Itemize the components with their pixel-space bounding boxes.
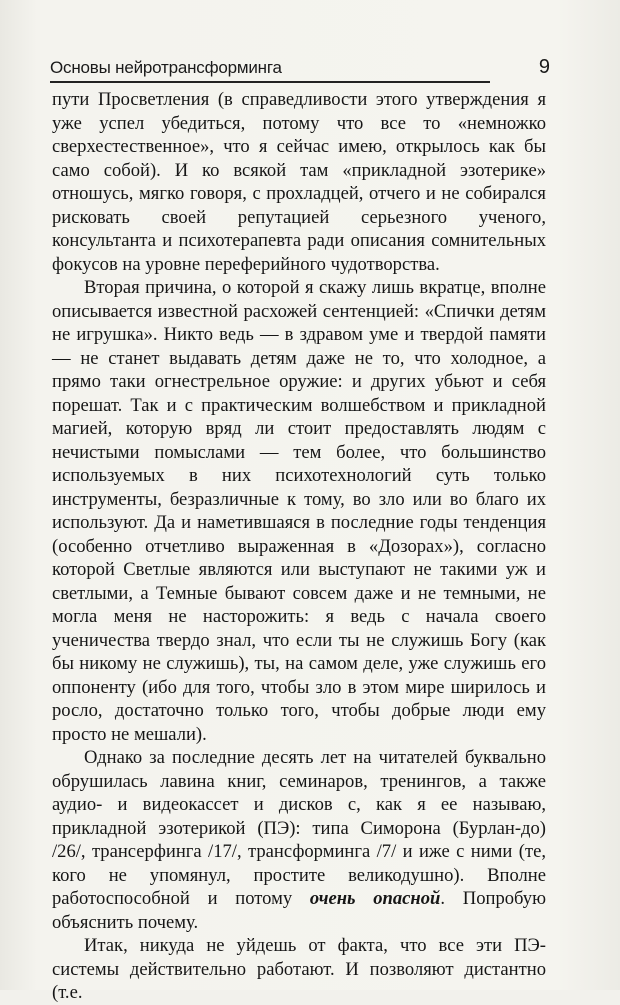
running-header [50,58,550,84]
paragraph-text-after: . Попробую объяснить почему. [52,888,546,933]
paragraph-continuation: пути Просветления (в справедливости этого утверждения я уже успел убедиться, потому что все то «немножко сверхестественное», что я сейчас имею, открылось как бы само собой). И ко всякой там «прикладной эзотерике» отношусь, мягко говоря, с прохладцей, отчего и не собирался рисковать своей репутацией серьезного ученого, консультанта и психотерапевта ради описания сомнительных фокусов на уровне переферийного чудотворства. [52,89,546,275]
emphasis-very-dangerous: очень опасной [309,888,441,909]
page-number: 9 [538,56,550,78]
header-rule [50,81,490,83]
body-text [52,88,546,1005]
header-title: Основы нейротрансформинга [50,58,282,77]
paragraph-applied-esoterics [52,746,546,934]
paragraph-so: Итак, никуда не уйдешь от факта, что все эти ПЭ-системы действительно работают. И позволяют дистантно (т.е. [52,935,546,1003]
paragraph-second-reason: Вторая причина, о которой я скажу лишь вкратце, вполне описывается известной расхожей сентенцией: «Спички детям не игрушка». Никто ведь — в здравом уме и твердой памяти — не станет выдавать детям даже не то, что холодное, а прямо таки огнестрельное оружие: и других убьют и себя порешат. Так и с практическим волшебством и прикладной магией, которую вряд ли стоит предоставлять людям с нечистыми помыслами — тем более, что большинство используемых в них психотехнологий суть только инструменты, безразличные к тому, во зло или во благо их используют. Да и наметившаяся в последние годы тенденция (особенно отчетливо выраженная в «Дозорах»), согласно которой Светлые являются или выступают не такими уж и светлыми, а Темные бывают совсем даже и не темными, не могла меня не насторожить: я ведь с начала своего ученичества твердо знал, что если ты не служишь Богу (как бы никому не служишь), ты, на самом деле, уже служишь его оппоненту (ибо для того, чтобы зло в этом мире ширилось и росло, достаточно только того, чтобы добрые люди ему просто не мешали). [52,277,546,745]
paragraph-text-before: Однако за последние десять лет на читателей буквально обрушилась лавина книг, семинаров, тренингов, а также аудио- и видеокассет и дисков с, как я ее называю, прикладной эзотерикой (ПЭ): типа Симорона (Бурлан-до) /26/, трансерфинга /17/, трансформинга /7/ и иже с ними (те, кого не упомянул, простите великодушно). Вполне работоспособной и потому [52,747,546,909]
